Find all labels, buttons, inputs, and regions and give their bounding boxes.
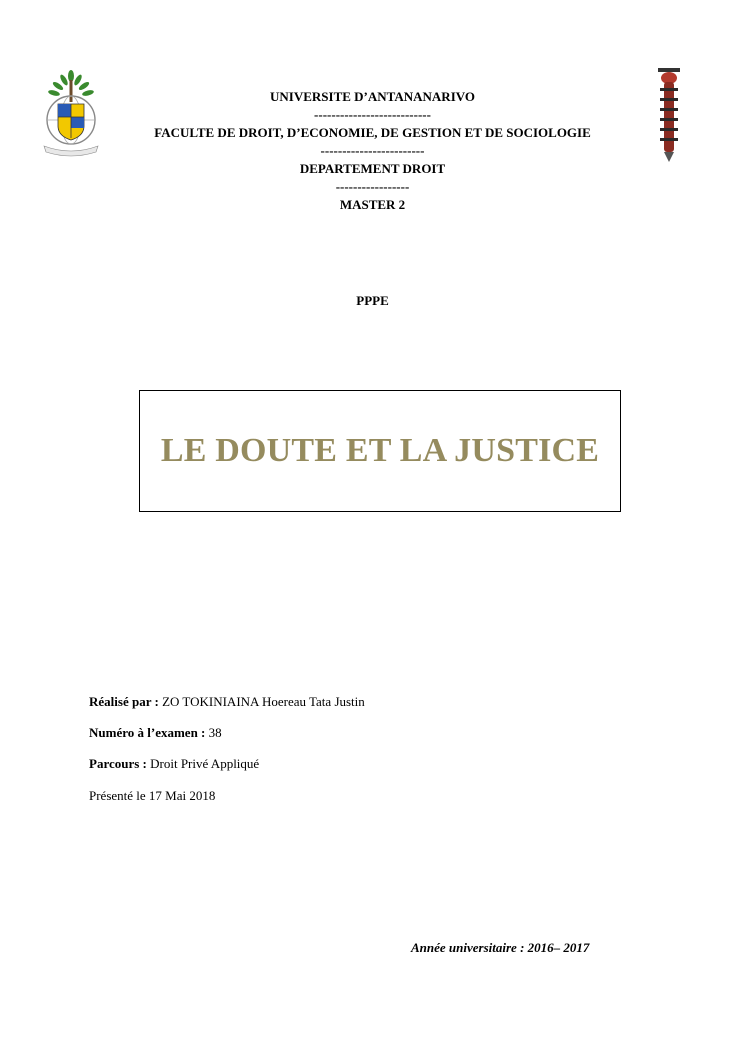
- department-name: DEPARTEMENT DROIT: [299, 161, 446, 176]
- title-box: [139, 390, 621, 512]
- author-label: Réalisé par :: [89, 694, 159, 709]
- exam-number-value: 38: [208, 725, 222, 740]
- author-line: [89, 694, 365, 710]
- course-subject: PPPE: [356, 293, 389, 308]
- separator: ---------------------------: [314, 107, 431, 122]
- university-name: UNIVERSITE D’ANTANANARIVO: [270, 89, 475, 104]
- exam-number-label: Numéro à l’examen :: [89, 725, 206, 740]
- academic-year: Année universitaire : 2016– 2017: [411, 940, 590, 955]
- separator: -----------------: [335, 179, 410, 194]
- track-label: Parcours :: [89, 756, 147, 771]
- document-title: LE DOUTE ET LA JUSTICE: [160, 432, 600, 469]
- faculty-name: FACULTE DE DROIT, D’ECONOMIE, DE GESTION ET DE SOCIOLOGIE: [154, 125, 591, 140]
- track-line: [89, 756, 259, 772]
- separator: ------------------------: [320, 143, 425, 158]
- track-value: Droit Privé Appliqué: [150, 756, 260, 771]
- exam-number-line: [89, 725, 222, 741]
- institution-header: [0, 88, 745, 214]
- author-value: ZO TOKINIAINA Hoereau Tata Justin: [162, 694, 365, 709]
- program-level: MASTER 2: [339, 197, 406, 212]
- presented-date: Présenté le 17 Mai 2018: [89, 788, 216, 803]
